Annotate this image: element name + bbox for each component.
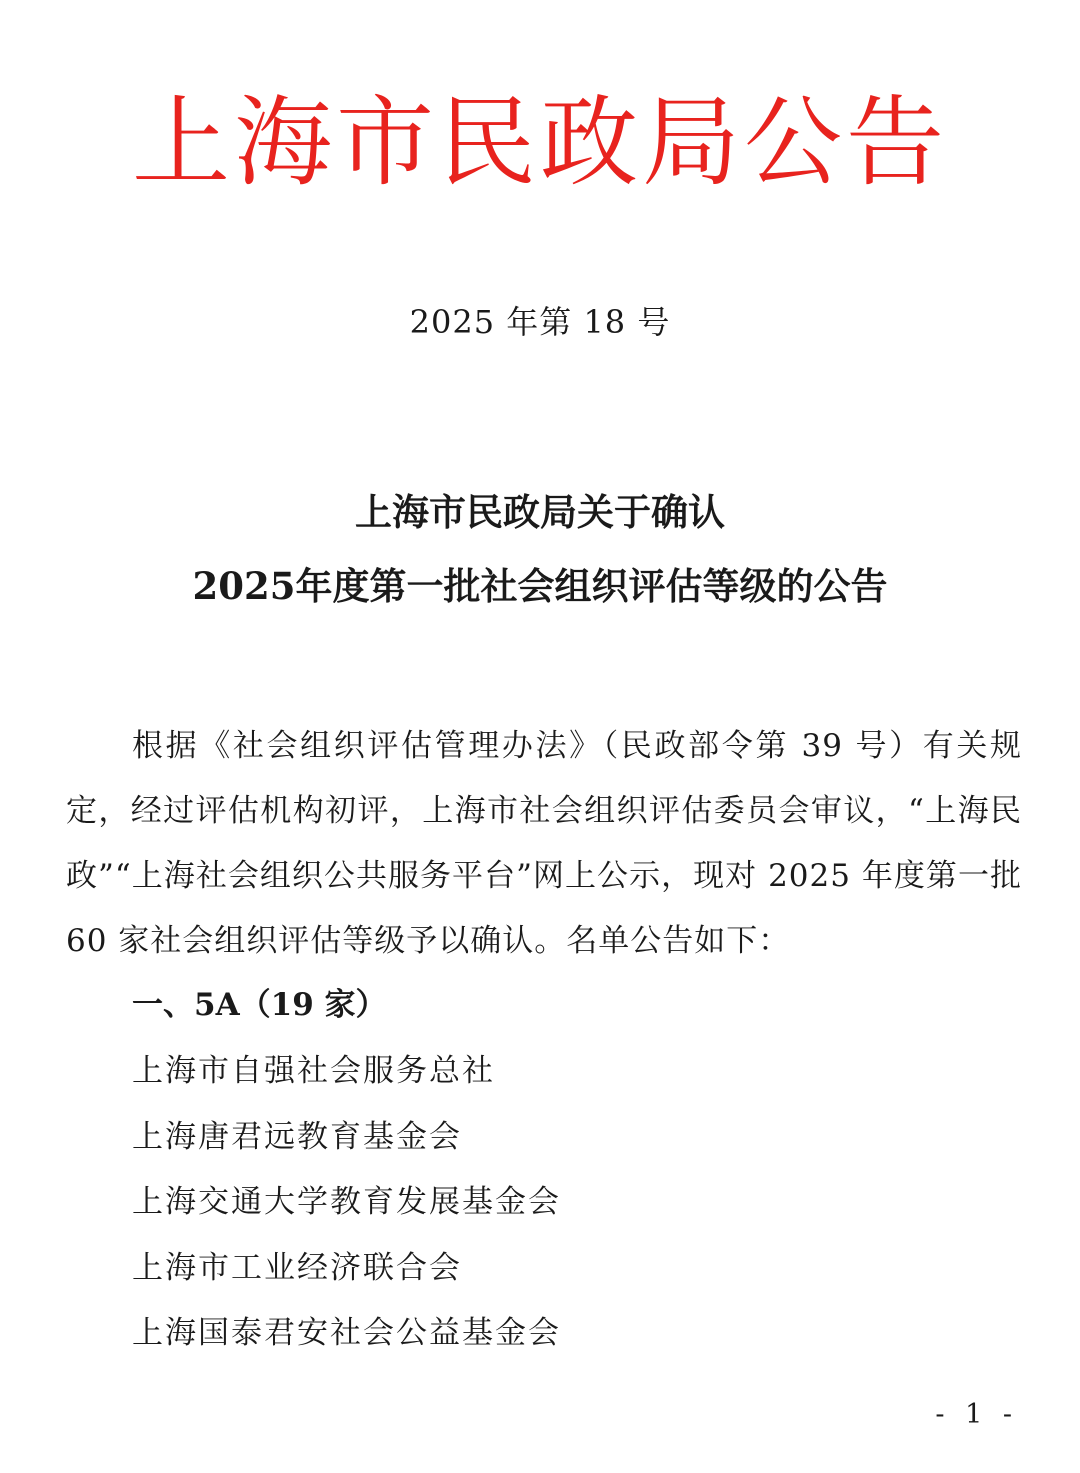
organization-item: 上海唐君远教育基金会 [132,1118,462,1155]
organization-item: 上海市自强社会服务总社 [132,1053,495,1089]
organization-item: 上海市工业经济联合会 [132,1249,462,1286]
document-number: 2025 年第 18 号 [409,303,671,341]
page-number: - 1 - [935,1399,1018,1430]
organization-item: 上海交通大学教育发展基金会 [132,1184,561,1220]
masthead-title: 上海市民政局公告 [131,86,948,200]
organization-item: 上海国泰君安社会公益基金会 [132,1315,561,1351]
document-title-line-1: 上海市民政局关于确认 [355,490,725,534]
section-heading-5a: 一、5A（19 家） [132,987,387,1023]
organization-list [132,1045,561,1373]
body-paragraph: 根据《社会组织评估管理办法》（民政部令第 39 号）有关规定，经过评估机构初评，上海市社会组织评估委员会审议，“上海民政”“上海社会组织公共服务平台”网上公示，现对 2025 年度第一批 60 家社会组织评估等级予以确认。名单公告如下： [66,728,1022,959]
document-title-line-2: 2025年度第一批社会组织评估等级的公告 [192,564,888,608]
